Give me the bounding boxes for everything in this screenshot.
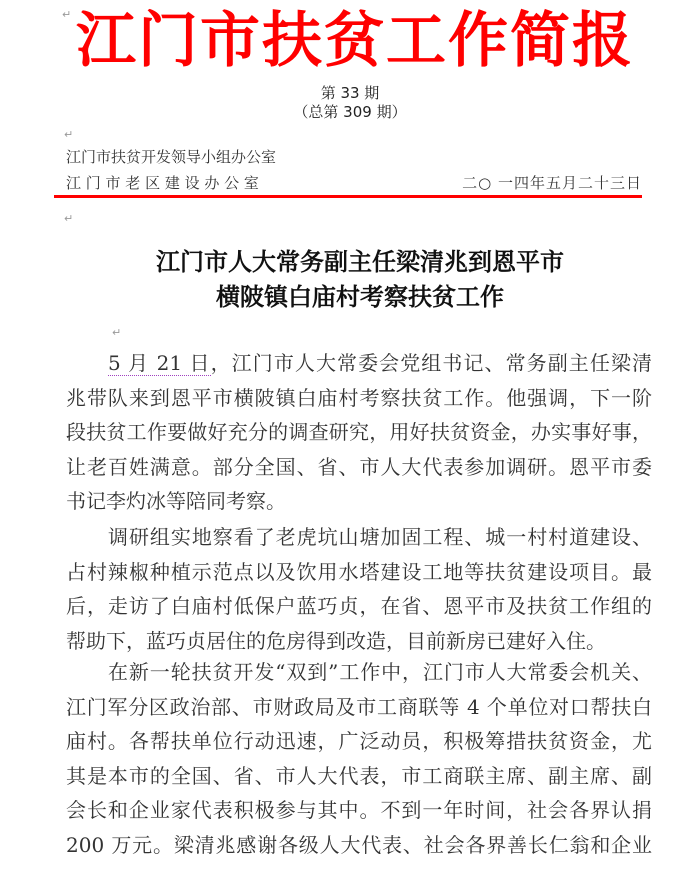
- date-text: 5 月 21 日: [108, 351, 211, 375]
- paragraph-line: 兆带队来到恩平市横陂镇白庙村考察扶贫工作。他强调，下一阶: [66, 385, 652, 410]
- headline-line-1: 江门市人大常务副主任梁清兆到恩平市: [156, 248, 564, 276]
- paragraph-mark: ↵: [62, 8, 72, 21]
- paragraph-line: 会长和企业家代表积极参与其中。不到一年时间，社会各界认捐: [66, 798, 652, 823]
- paragraph-line: 5 月 21 日，江门市人大常委会党组书记、常务副主任梁清: [108, 351, 653, 375]
- issuing-org-2: 江 门 市 老 区 建 设 办 公 室: [66, 174, 259, 192]
- paragraph-mark: ↵: [112, 326, 122, 339]
- paragraph-line: 庙村。各帮扶单位行动迅速，广泛动员，积极筹措扶贫资金，尤: [66, 729, 652, 754]
- paragraph-line: 段扶贫工作要做好充分的调查研究，用好扶贫资金，办实事好事，: [66, 420, 652, 445]
- paragraph-line: 书记李灼冰等陪同考察。: [66, 489, 286, 514]
- issue-number: 第 33 期: [320, 84, 380, 102]
- paragraph-line: 占村辣椒种植示范点以及饮用水塔建设工地等扶贫建设项目。最: [66, 559, 652, 584]
- paragraph-line: 后，走访了白庙村低保户蓝巧贞，在省、恩平市及扶贫工作组的: [66, 594, 652, 619]
- paragraph-line: 帮助下，蓝巧贞居住的危房得到改造，目前新房已建好入住。: [66, 628, 606, 653]
- paragraph-line: 让老百姓满意。部分全国、省、市人大代表参加调研。恩平市委: [66, 454, 652, 479]
- headline-line-2: 横陂镇白庙村考察扶贫工作: [216, 283, 504, 311]
- paragraph-line: 江门军分区政治部、市财政局及市工商联等 4 个单位对口帮扶白: [66, 694, 652, 719]
- paragraph-line: 其是本市的全国、省、市人大代表，市工商联主席、副主席、副: [66, 763, 652, 788]
- paragraph-mark: ↵: [64, 212, 74, 225]
- paragraph-line: 在新一轮扶贫开发“双到”工作中，江门市人大常委会机关、: [108, 660, 652, 684]
- bulletin-title: 江门市扶贫工作简报: [76, 6, 634, 76]
- paragraph-line: 200 万元。梁清兆感谢各级人大代表、社会各界善长仁翁和企业: [66, 833, 652, 857]
- paragraph-line: 调研组实地察看了老虎坑山塘加固工程、城一村村道建设、: [108, 525, 652, 549]
- issue-date: 二○ 一四年五月二十三日: [462, 174, 642, 192]
- paragraph-mark: ↵: [64, 128, 74, 141]
- total-issue-number: （总第 309 期）: [293, 103, 407, 121]
- red-divider: [54, 195, 642, 198]
- issuing-org-1: 江门市扶贫开发领导小组办公室: [66, 148, 277, 166]
